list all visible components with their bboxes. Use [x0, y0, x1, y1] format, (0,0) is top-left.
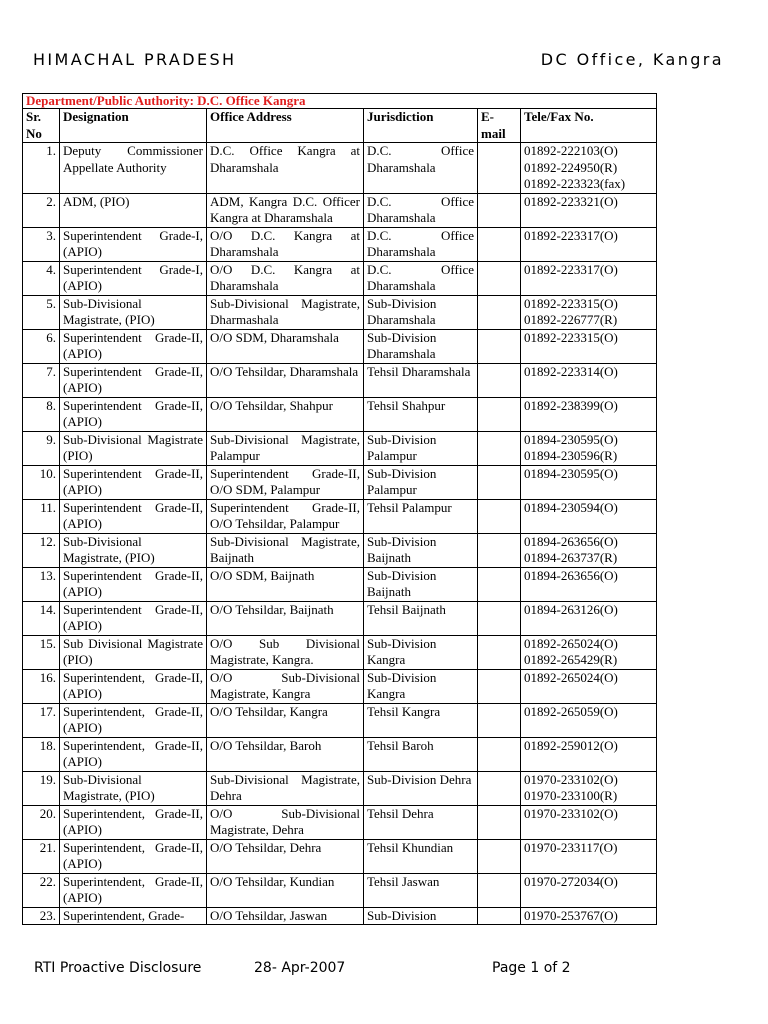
cell-jurisdiction: Tehsil Khundian	[364, 839, 478, 873]
cell-designation: Sub-Divisional Magistrate, (PIO)	[60, 533, 207, 567]
cell-sr-no: 3.	[23, 227, 60, 261]
table-row	[23, 143, 657, 194]
cell-phone: 01894-230595(O)	[521, 465, 657, 499]
cell-email	[478, 465, 521, 499]
cell-email	[478, 295, 521, 329]
cell-office-address: O/O SDM, Baijnath	[207, 567, 364, 601]
footer-date: 28- Apr-2007	[254, 960, 346, 976]
cell-phone: 01892-223315(O)	[521, 329, 657, 363]
table-row	[23, 805, 657, 839]
cell-sr-no: 22.	[23, 873, 60, 907]
table-row	[23, 839, 657, 873]
table-row	[23, 261, 657, 295]
cell-office-address: O/O D.C. Kangra at Dharamshala	[207, 227, 364, 261]
cell-designation: Superintendent, Grade-II, (APIO)	[60, 805, 207, 839]
cell-designation: Superintendent, Grade-	[60, 907, 207, 925]
cell-jurisdiction: Sub-Division Dharamshala	[364, 295, 478, 329]
cell-jurisdiction: Tehsil Shahpur	[364, 397, 478, 431]
cell-email	[478, 873, 521, 907]
cell-office-address: Superintendent Grade-II, O/O SDM, Palampur	[207, 465, 364, 499]
cell-jurisdiction: Tehsil Dharamshala	[364, 363, 478, 397]
table-row	[23, 431, 657, 465]
cell-designation: Superintendent Grade-II, (APIO)	[60, 465, 207, 499]
cell-sr-no: 14.	[23, 601, 60, 635]
header-state: HIMACHAL PRADESH	[33, 50, 237, 69]
cell-phone: 01892-223317(O)	[521, 261, 657, 295]
cell-office-address: O/O Tehsildar, Dharamshala	[207, 363, 364, 397]
cell-jurisdiction: Tehsil Jaswan	[364, 873, 478, 907]
cell-email	[478, 499, 521, 533]
cell-jurisdiction: Sub-Division	[364, 907, 478, 925]
department-title: Department/Public Authority: D.C. Office Kangra	[23, 94, 657, 109]
cell-email	[478, 703, 521, 737]
table-row	[23, 635, 657, 669]
cell-jurisdiction: Sub-Division Dharamshala	[364, 329, 478, 363]
table-row	[23, 601, 657, 635]
footer-title: RTI Proactive Disclosure	[34, 960, 202, 976]
cell-email	[478, 363, 521, 397]
cell-phone: 01894-230595(O) 01894-230596(R)	[521, 431, 657, 465]
cell-email	[478, 669, 521, 703]
cell-email	[478, 805, 521, 839]
cell-sr-no: 5.	[23, 295, 60, 329]
cell-email	[478, 737, 521, 771]
cell-office-address: D.C. Office Kangra at Dharamshala	[207, 143, 364, 194]
cell-sr-no: 17.	[23, 703, 60, 737]
cell-office-address: O/O Tehsildar, Jaswan	[207, 907, 364, 925]
cell-office-address: O/O Sub Divisional Magistrate, Kangra.	[207, 635, 364, 669]
cell-sr-no: 9.	[23, 431, 60, 465]
cell-email	[478, 907, 521, 925]
cell-designation: Superintendent, Grade-II, (APIO)	[60, 839, 207, 873]
cell-email	[478, 261, 521, 295]
cell-designation: Superintendent Grade-II, (APIO)	[60, 329, 207, 363]
cell-phone: 01894-263656(O)	[521, 567, 657, 601]
cell-email	[478, 329, 521, 363]
cell-sr-no: 12.	[23, 533, 60, 567]
cell-office-address: O/O SDM, Dharamshala	[207, 329, 364, 363]
cell-phone: 01892-265024(O) 01892-265429(R)	[521, 635, 657, 669]
cell-office-address: ADM, Kangra D.C. Officer Kangra at Dharamshala	[207, 193, 364, 227]
cell-designation: Sub-Divisional Magistrate (PIO)	[60, 431, 207, 465]
cell-designation: Superintendent, Grade-II, (APIO)	[60, 873, 207, 907]
cell-designation: Superintendent Grade-II, (APIO)	[60, 397, 207, 431]
cell-office-address: Sub-Divisional Magistrate, Dehra	[207, 771, 364, 805]
cell-phone: 01894-263126(O)	[521, 601, 657, 635]
cell-sr-no: 15.	[23, 635, 60, 669]
cell-office-address: O/O Sub-Divisional Magistrate, Dehra	[207, 805, 364, 839]
cell-jurisdiction: Tehsil Baroh	[364, 737, 478, 771]
table-row	[23, 397, 657, 431]
cell-phone: 01892-238399(O)	[521, 397, 657, 431]
cell-sr-no: 16.	[23, 669, 60, 703]
table-row	[23, 703, 657, 737]
cell-jurisdiction: Sub-Division Baijnath	[364, 533, 478, 567]
cell-sr-no: 13.	[23, 567, 60, 601]
cell-office-address: O/O Sub-Divisional Magistrate, Kangra	[207, 669, 364, 703]
table-row	[23, 907, 657, 925]
cell-email	[478, 227, 521, 261]
cell-designation: Superintendent Grade-II, (APIO)	[60, 499, 207, 533]
cell-phone: 01894-263656(O) 01894-263737(R)	[521, 533, 657, 567]
cell-email	[478, 601, 521, 635]
table-row	[23, 669, 657, 703]
table-row	[23, 295, 657, 329]
cell-sr-no: 21.	[23, 839, 60, 873]
cell-sr-no: 20.	[23, 805, 60, 839]
cell-sr-no: 7.	[23, 363, 60, 397]
cell-designation: Superintendent Grade-I, (APIO)	[60, 227, 207, 261]
table-row	[23, 737, 657, 771]
cell-jurisdiction: Tehsil Baijnath	[364, 601, 478, 635]
cell-designation: Sub-Divisional Magistrate, (PIO)	[60, 295, 207, 329]
cell-phone: 01970-233102(O)	[521, 805, 657, 839]
cell-office-address: Sub-Divisional Magistrate, Baijnath	[207, 533, 364, 567]
cell-email	[478, 567, 521, 601]
cell-jurisdiction: D.C. Office Dharamshala	[364, 193, 478, 227]
cell-email	[478, 397, 521, 431]
cell-phone: 01970-272034(O)	[521, 873, 657, 907]
cell-designation: Superintendent, Grade-II, (APIO)	[60, 703, 207, 737]
cell-sr-no: 11.	[23, 499, 60, 533]
cell-jurisdiction: D.C. Office Dharamshala	[364, 261, 478, 295]
cell-office-address: Superintendent Grade-II, O/O Tehsildar, Palampur	[207, 499, 364, 533]
cell-sr-no: 6.	[23, 329, 60, 363]
footer-page-number: Page 1 of 2	[492, 960, 571, 976]
cell-jurisdiction: Sub-Division Palampur	[364, 465, 478, 499]
cell-jurisdiction: Sub-Division Dehra	[364, 771, 478, 805]
cell-phone: 01970-253767(O)	[521, 907, 657, 925]
cell-jurisdiction: Sub-Division Palampur	[364, 431, 478, 465]
cell-phone: 01892-265059(O)	[521, 703, 657, 737]
table-row	[23, 363, 657, 397]
table-row	[23, 533, 657, 567]
rti-table	[22, 93, 657, 925]
header-office: DC Office, Kangra	[540, 50, 724, 69]
cell-phone: 01970-233102(O) 01970-233100(R)	[521, 771, 657, 805]
cell-office-address: O/O Tehsildar, Shahpur	[207, 397, 364, 431]
cell-designation: Superintendent, Grade-II, (APIO)	[60, 669, 207, 703]
cell-phone: 01892-223315(O) 01892-226777(R)	[521, 295, 657, 329]
cell-email	[478, 533, 521, 567]
cell-jurisdiction: Tehsil Dehra	[364, 805, 478, 839]
col-email: E-mail	[478, 109, 521, 143]
cell-phone: 01892-223317(O)	[521, 227, 657, 261]
col-sr-no: Sr. No	[23, 109, 60, 143]
cell-sr-no: 2.	[23, 193, 60, 227]
cell-sr-no: 18.	[23, 737, 60, 771]
cell-email	[478, 431, 521, 465]
table-row	[23, 567, 657, 601]
cell-phone: 01892-265024(O)	[521, 669, 657, 703]
cell-jurisdiction: D.C. Office Dharamshala	[364, 143, 478, 194]
cell-email	[478, 839, 521, 873]
table-header	[23, 109, 657, 143]
cell-office-address: O/O D.C. Kangra at Dharamshala	[207, 261, 364, 295]
cell-designation: Sub-Divisional Magistrate, (PIO)	[60, 771, 207, 805]
table-row	[23, 193, 657, 227]
cell-sr-no: 8.	[23, 397, 60, 431]
col-designation: Designation	[60, 109, 207, 143]
cell-email	[478, 143, 521, 194]
cell-phone: 01970-233117(O)	[521, 839, 657, 873]
cell-jurisdiction: Sub-Division Kangra	[364, 669, 478, 703]
col-office-address: Office Address	[207, 109, 364, 143]
cell-office-address: Sub-Divisional Magistrate, Palampur	[207, 431, 364, 465]
cell-jurisdiction: Tehsil Palampur	[364, 499, 478, 533]
table-row	[23, 771, 657, 805]
cell-office-address: O/O Tehsildar, Baroh	[207, 737, 364, 771]
cell-office-address: O/O Tehsildar, Kangra	[207, 703, 364, 737]
cell-designation: Superintendent Grade-II, (APIO)	[60, 567, 207, 601]
cell-office-address: O/O Tehsildar, Dehra	[207, 839, 364, 873]
cell-sr-no: 19.	[23, 771, 60, 805]
table-row	[23, 499, 657, 533]
cell-office-address: Sub-Divisional Magistrate, Dharmashala	[207, 295, 364, 329]
cell-phone: 01894-230594(O)	[521, 499, 657, 533]
cell-office-address: O/O Tehsildar, Kundian	[207, 873, 364, 907]
cell-sr-no: 10.	[23, 465, 60, 499]
cell-jurisdiction: Sub-Division Baijnath	[364, 567, 478, 601]
cell-email	[478, 635, 521, 669]
cell-phone: 01892-223321(O)	[521, 193, 657, 227]
cell-designation: ADM, (PIO)	[60, 193, 207, 227]
cell-designation: Deputy Commissioner Appellate Authority	[60, 143, 207, 194]
cell-phone: 01892-223314(O)	[521, 363, 657, 397]
cell-sr-no: 4.	[23, 261, 60, 295]
cell-office-address: O/O Tehsildar, Baijnath	[207, 601, 364, 635]
cell-sr-no: 1.	[23, 143, 60, 194]
table-row	[23, 329, 657, 363]
cell-email	[478, 193, 521, 227]
cell-jurisdiction: Tehsil Kangra	[364, 703, 478, 737]
table-row	[23, 873, 657, 907]
cell-email	[478, 771, 521, 805]
table-row	[23, 465, 657, 499]
cell-phone: 01892-259012(O)	[521, 737, 657, 771]
cell-designation: Sub Divisional Magistrate (PIO)	[60, 635, 207, 669]
col-phone: Tele/Fax No.	[521, 109, 657, 143]
cell-phone: 01892-222103(O) 01892-224950(R) 01892-223323(fax)	[521, 143, 657, 194]
cell-jurisdiction: Sub-Division Kangra	[364, 635, 478, 669]
cell-sr-no: 23.	[23, 907, 60, 925]
cell-designation: Superintendent, Grade-II, (APIO)	[60, 737, 207, 771]
col-jurisdiction: Jurisdiction	[364, 109, 478, 143]
cell-designation: Superintendent Grade-II, (APIO)	[60, 601, 207, 635]
cell-designation: Superintendent Grade-II, (APIO)	[60, 363, 207, 397]
cell-jurisdiction: D.C. Office Dharamshala	[364, 227, 478, 261]
cell-designation: Superintendent Grade-I, (APIO)	[60, 261, 207, 295]
table-row	[23, 227, 657, 261]
